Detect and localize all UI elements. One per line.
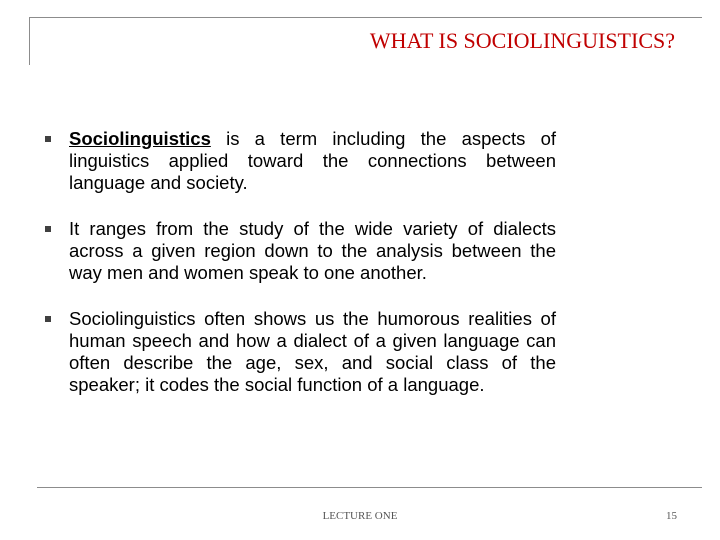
page-number: 15 [666,510,677,522]
footer-label: LECTURE ONE [322,510,398,522]
bullet-term: Sociolinguistics [69,128,211,149]
bullet-item [44,218,556,284]
title-frame-left-line [29,17,30,65]
footer-divider [37,487,702,488]
bullet-item [44,308,556,396]
square-bullet-icon [45,136,51,142]
bullet-item [44,128,556,194]
bullet-text: Sociolinguistics often shows us the humorous realities of human speech and how a dialect of a given language can often describe the age, sex, and social class of the speaker; it codes the social function of a language. [69,308,556,395]
bullet-text: is a term including the aspects of linguistics applied toward the connections between language and society. [69,128,556,193]
bullet-list [44,128,556,420]
square-bullet-icon [45,226,51,232]
square-bullet-icon [45,316,51,322]
bullet-text: It ranges from the study of the wide variety of dialects across a given region down to the analysis between the way men and women speak to one another. [69,218,556,283]
slide-title: WHAT IS SOCIOLINGUISTICS? [369,28,675,53]
title-frame-top-line [29,17,702,18]
